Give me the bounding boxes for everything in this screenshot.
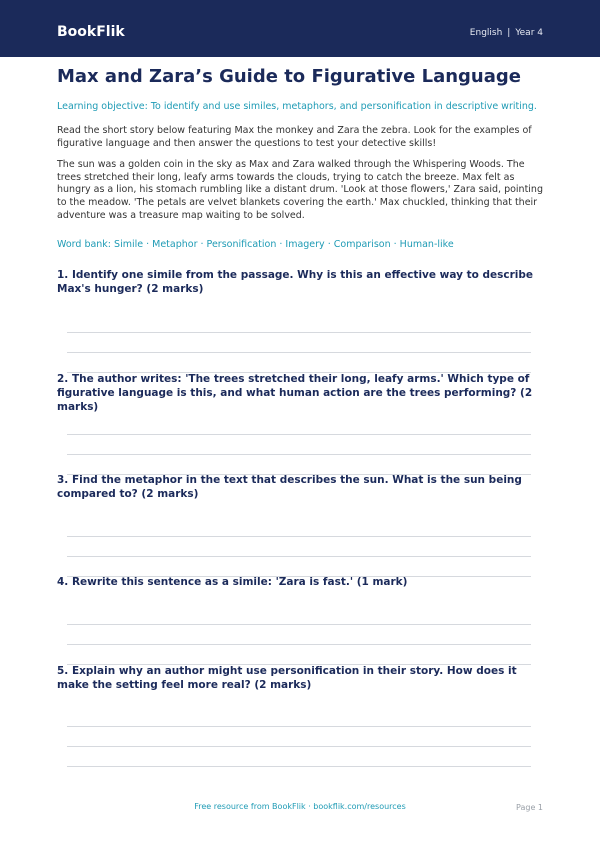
footer-resource-link[interactable]: Free resource from BookFlik · bookflik.com/resources [194, 802, 406, 811]
answer-line[interactable] [67, 766, 531, 767]
answer-line[interactable] [67, 746, 531, 747]
answer-line[interactable] [67, 556, 531, 557]
intro-paragraph: Read the short story below featuring Max the monkey and Zara the zebra. Look for the examples of figurative language and then answer the questions to test your detective skills! [57, 125, 532, 149]
year-label: Year 4 [515, 28, 543, 38]
question-2: 2. The author writes: 'The trees stretched their long, leafy arms.' Which type of figurative language is this, and what human action are the trees performing? (2 marks) [57, 373, 533, 413]
answer-line[interactable] [67, 434, 531, 435]
page-number: Page 1 [516, 803, 543, 812]
word-bank: Word bank: Simile · Metaphor · Personification · Imagery · Comparison · Human-like [57, 239, 454, 250]
answer-line[interactable] [67, 644, 531, 645]
question-4: 4. Rewrite this sentence as a simile: 'Zara is fast.' (1 mark) [57, 576, 408, 588]
question-1: 1. Identify one simile from the passage. Why is this an effective way to describe Max's hunger? (2 marks) [57, 269, 534, 295]
learning-objective: Learning objective: To identify and use similes, metaphors, and personification in descriptive writing. [57, 101, 537, 112]
question-5: 5. Explain why an author might use personification in their story. How does it make the setting feel more real? (2 marks) [57, 665, 517, 691]
answer-line[interactable] [67, 332, 531, 333]
story-passage: The sun was a golden coin in the sky as Max and Zara walked through the Whispering Woods. The trees stretched their long, leafy arms towards the clouds, trying to catch the breeze. Max felt as hungry as a lion, his stomach rumbling like a distant drum. 'Look at those flowers,' Zara said, pointing to the meadow. 'The petals are velvet blankets covering the earth.' Max chuckled, thinking that their adventure was a treasure map waiting to be solved. [57, 159, 543, 221]
subject-label: English [469, 28, 503, 38]
answer-line[interactable] [67, 726, 531, 727]
answer-line[interactable] [67, 454, 531, 455]
worksheet-title: Max and Zara’s Guide to Figurative Language [57, 66, 521, 87]
question-3: 3. Find the metaphor in the text that describes the sun. What is the sun being compared to? (2 marks) [57, 474, 522, 500]
answer-line[interactable] [67, 624, 531, 625]
subject-year-label [470, 27, 543, 39]
answer-line[interactable] [67, 536, 531, 537]
page-header [0, 0, 600, 57]
brand-logo: BookFlik [57, 24, 125, 40]
separator: | [507, 28, 511, 38]
answer-line[interactable] [67, 352, 531, 353]
